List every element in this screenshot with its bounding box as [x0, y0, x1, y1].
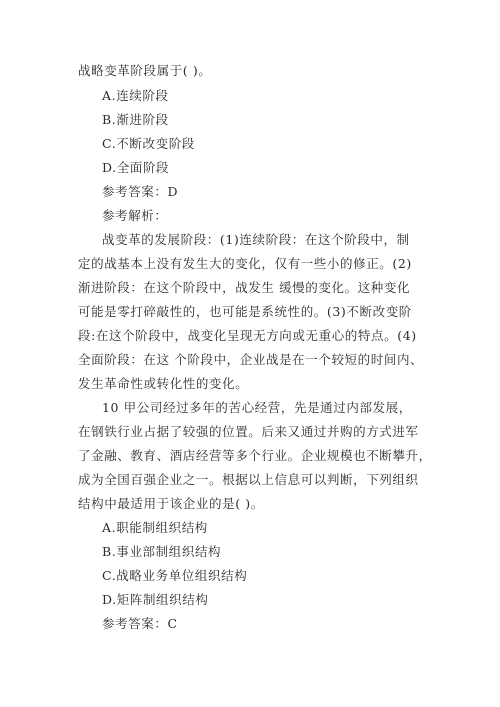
question-stem-line: 了金融、教育、酒店经营等多个行业。企业规模也不断攀升， — [78, 448, 432, 463]
answer-text: 参考答案：D — [102, 184, 179, 199]
analysis-line: 定的战基本上没有发生大的变化，仅有一些小的修正。(2) — [78, 256, 412, 271]
analysis-line: 渐进阶段：在这个阶段中，战发生 缓慢的变化。这种变化 — [78, 280, 411, 295]
option-c: C.不断改变阶段 — [102, 136, 195, 151]
analysis-line: 发生革命性或转化性的变化。 — [78, 376, 249, 391]
option-a: A.连续阶段 — [102, 88, 169, 103]
analysis-line: 战变革的发展阶段：(1)连续阶段：在这个阶段中，制 — [102, 232, 410, 247]
option-c: C.战略业务单位组织结构 — [102, 568, 248, 583]
option-b: B.事业部制组织结构 — [102, 544, 222, 559]
question-stem-line: 结构中最适用于该企业的是( )。 — [78, 496, 264, 511]
option-b: B.渐进阶段 — [102, 112, 169, 127]
question-stem: 战略变革阶段属于( )。 — [78, 63, 212, 78]
option-d: D.矩阵制组织结构 — [102, 592, 209, 607]
analysis-line: 全面阶段：在这 个阶段中，企业战是在一个较短的时间内、 — [78, 352, 424, 367]
answer-text: 参考答案：C — [102, 616, 178, 631]
option-d: D.全面阶段 — [102, 160, 170, 175]
option-a: A.职能制组织结构 — [102, 520, 208, 535]
question-stem-line: 成为全国百强企业之一。根据以上信息可以判断，下列组织 — [78, 472, 419, 487]
analysis-line: 段:在这个阶段中，战变化呈现无方向或无重心的特点。(4) — [78, 328, 417, 343]
analysis-line: 可能是零打碎敲性的，也可能是系统性的。(3)不断改变阶 — [78, 304, 412, 319]
analysis-label: 参考解析： — [102, 208, 168, 223]
question-stem-line: 在钢铁行业占据了较强的位置。后来又通过并购的方式进军 — [78, 424, 419, 439]
question-stem-line: 10 甲公司经过多年的苦心经营，先是通过内部发展， — [102, 400, 412, 415]
